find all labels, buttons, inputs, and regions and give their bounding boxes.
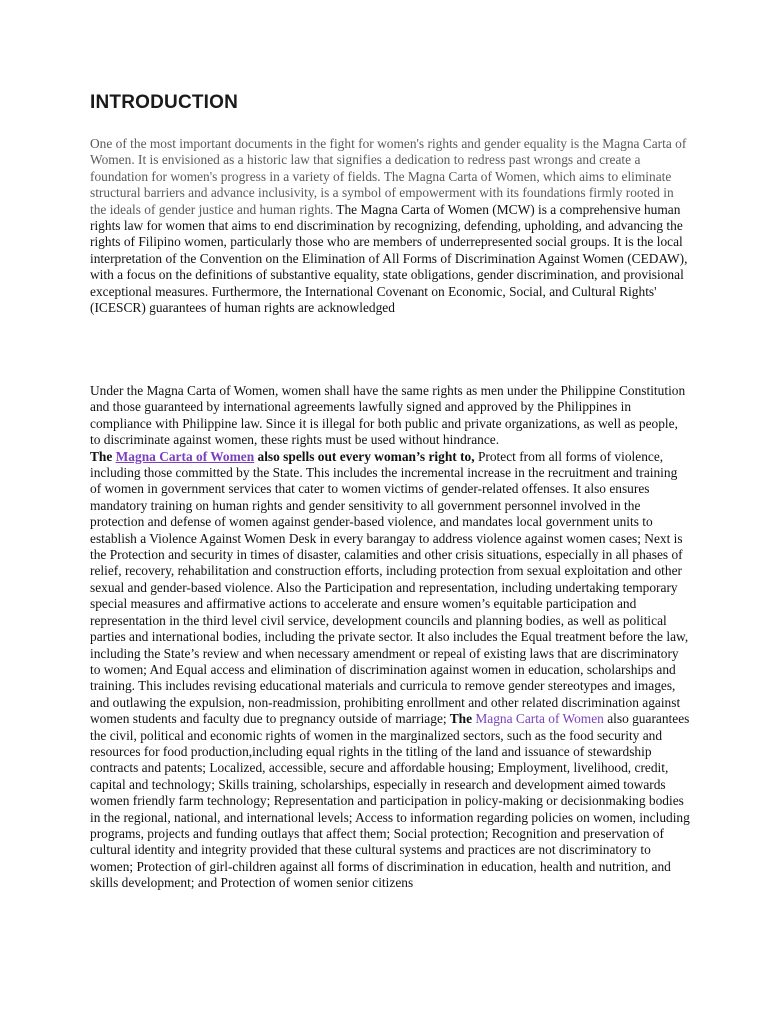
intro-muted-text: One of the most important documents in the fight for women's rights and gender equality is the Magna Carta of Women. It is envisioned as a historic law that signifies a dedication to redress past wrongs and create a foundation for women's progress in a variety of fields. The Magna Carta of Women, which aims to eliminate structural barriers and advance inclusivity, is a symbol of empowerment with its foundations firmly rooted in the ideals of gender justice and human rights. [90, 136, 687, 217]
rights-opening-text: Under the Magna Carta of Women, women shall have the same rights as men under the Philippine Constitution and those guaranteed by international agreements lawfully signed and approved by the Philippines in compliance with Philippine law. Since it is illegal for both public and private organizations, as well as people, to discriminate against women, these rights must be used without hindrance. [90, 383, 686, 448]
document-heading: INTRODUCTION [90, 92, 239, 113]
rights-paragraph [90, 383, 690, 892]
magna-carta-link[interactable]: Magna Carta of Women [115, 448, 255, 464]
the-label-2: The [446, 711, 476, 727]
rights-closing-text: also guarantees the civil, political and economic rights of women in the marginalized sectors, such as the food security and resources for food production,including equal rights in the titling of the land and issuance of stewardship contracts and patents; Localized, accessible, secure and affordable housing; Employment, livelihood, credit, capital and technology; Skills training, scholarships, especially in research and development aimed towards women friendly farm technology; Representation and participation in policy-making or decisionmaking bodies in the regional, national, and international levels; Access to information regarding policies on women, including programs, projects and funding outlays that affect them; Social protection; Recognition and preservation of cultural identity and integrity provided that these cultural systems and practices are not discriminatory to women; Protection of girl-children against all forms of discrimination in education, health and nutrition, and skills development; and Protection of women senior citizens [90, 711, 690, 891]
spells-out-text: also spells out every woman’s right to, [254, 448, 475, 464]
magna-carta-highlight: Magna Carta of Women [475, 711, 604, 727]
intro-main-text: The Magna Carta of Women (MCW) is a comprehensive human rights law for women that aims to end discrimination by recognizing, defending, upholding, and advancing the rights of Filipino women, particularly those who are members of underrepresented social groups. It is the local interpretation of the Convention on the Elimination of All Forms of Discrimination Against Women (CEDAW), with a focus on the definitions of substantive equality, state obligations, gender discrimination, and provisional exceptional measures. Furthermore, the International Covenant on Economic, Social, and Cultural Rights' (ICESCR) guarantees of human rights are acknowledged [90, 201, 688, 316]
intro-paragraph [90, 136, 690, 316]
the-label: The [90, 448, 116, 464]
rights-list-text: Protect from all forms of violence, including those committed by the State. This includes the incremental increase in the recruitment and training of women in government services that cater to women victims of gender-related offenses. It also ensures mandatory training on human rights and gender sensitivity to all government personnel involved in the protection and defense of women against gender-based violence, and mandates local government units to establish a Violence Against Women Desk in every barangay to address violence against women cases; Next is the Protection and security in times of disaster, calamities and other crisis situations, especially in all phases of relief, recovery, rehabilitation and construction efforts, including protection from sexual exploitation and other sexual and gender-based violence. Also the Participation and representation, including undertaking temporary special measures and affirmative actions to accelerate and ensure women’s equitable participation and representation in the third level civil service, development councils and planning bodies, as well as political parties and international bodies, including the private sector. It also includes the Equal treatment before the law, including the State’s review and when necessary amendment or repeal of existing laws that are discriminatory to women; And Equal access and elimination of discrimination against women in education, scholarships and training. This includes revising educational materials and curricula to remove gender stereotypes and images, and outlawing the expulsion, non-readmission, prohibiting enrollment and other related discrimination against women students and faculty due to pregnancy outside of marriage; [90, 448, 689, 727]
